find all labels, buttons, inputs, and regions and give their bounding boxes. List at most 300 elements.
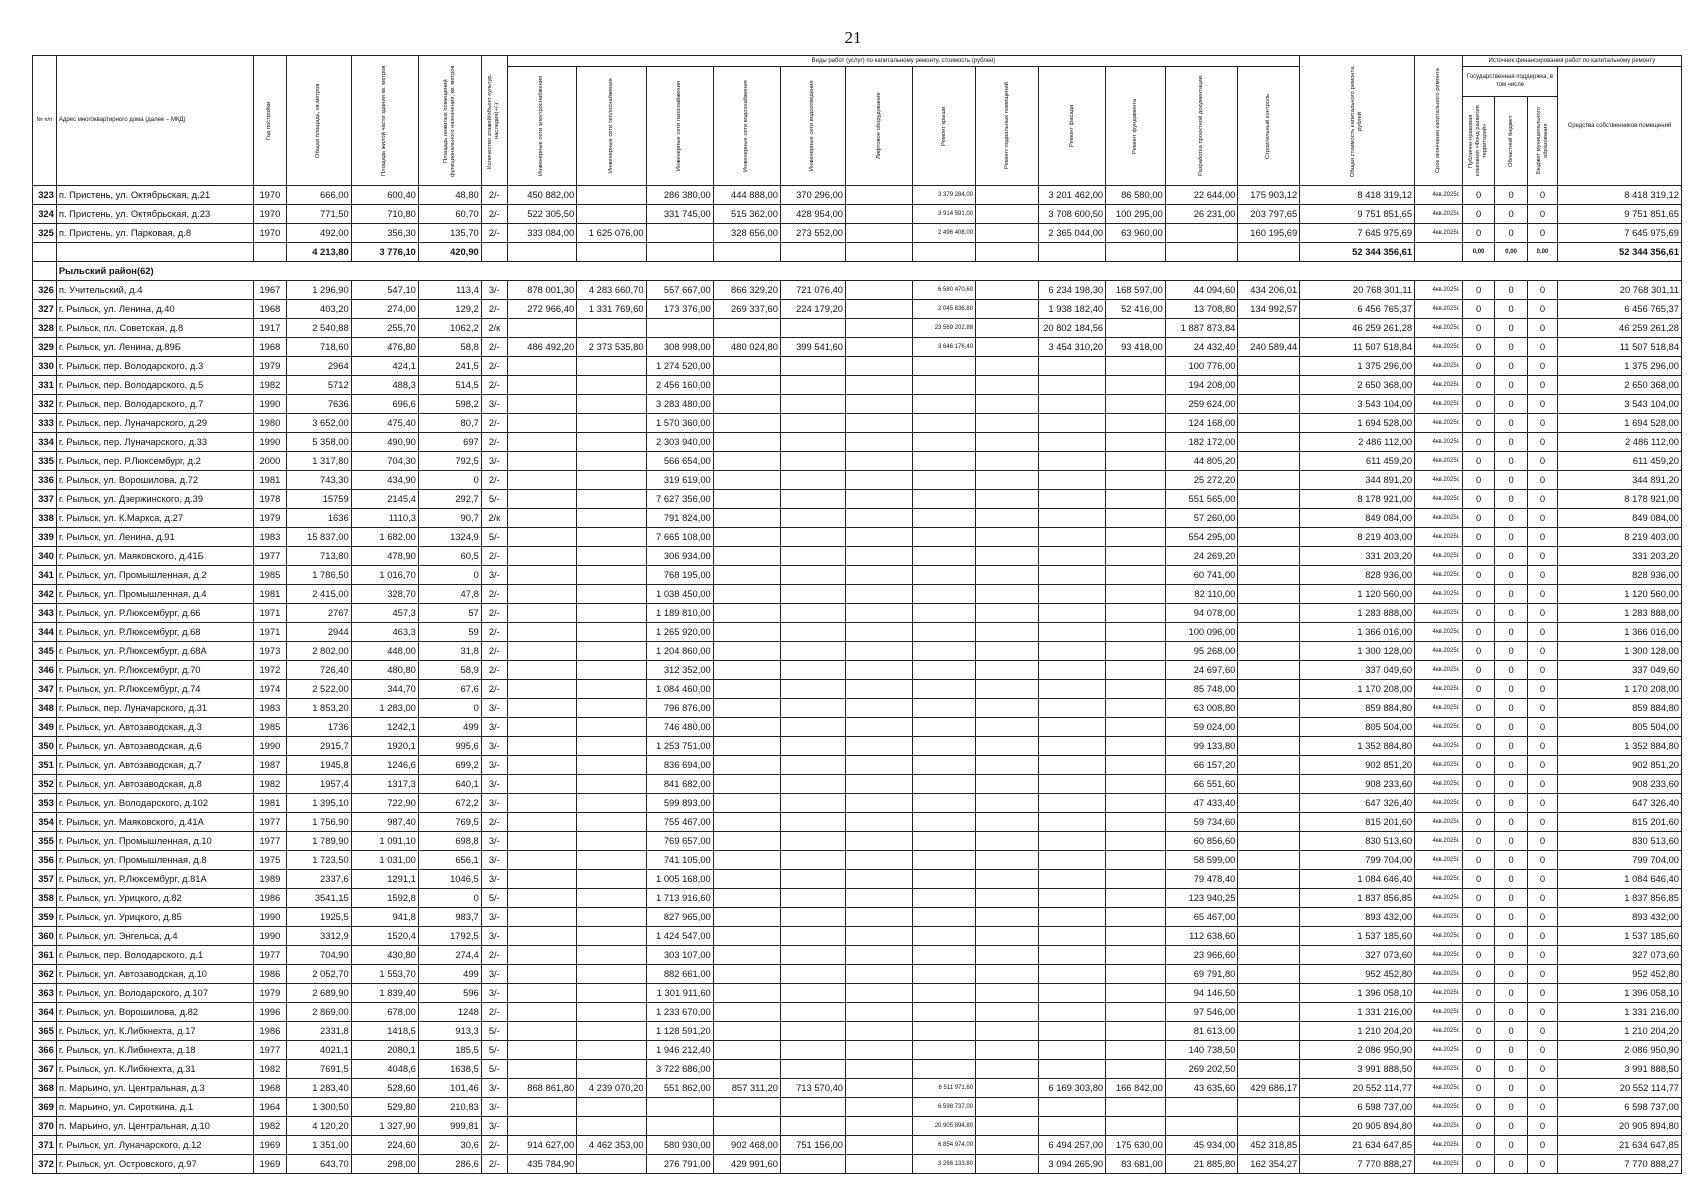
row-fund: 0 <box>1462 338 1495 357</box>
row-address: п. Пристень, ул. Октябрьская, д.23 <box>56 205 253 224</box>
row-regional: 0 <box>1495 509 1528 528</box>
row-total-area: 2 869,00 <box>286 1003 351 1022</box>
row-gas: 836 694,00 <box>646 756 713 775</box>
row-basement <box>976 1098 1039 1117</box>
table-row <box>33 319 1682 338</box>
row-basement <box>976 1060 1039 1079</box>
row-facade <box>1038 357 1105 376</box>
row-total-area: 2915,7 <box>286 737 351 756</box>
row-sewer <box>780 851 845 870</box>
col-facade: Ремонт фасада <box>1038 67 1105 186</box>
row-roof: 6 580 470,60 <box>913 281 976 300</box>
row-no: 342 <box>33 585 57 604</box>
row-control: 160 195,69 <box>1238 224 1300 243</box>
row-nonres-area: 58,8 <box>418 338 481 357</box>
row-regional: 0 <box>1495 1098 1528 1117</box>
row-basement <box>976 680 1039 699</box>
row-facade <box>1038 452 1105 471</box>
row-no: 358 <box>33 889 57 908</box>
row-floors: 2/- <box>481 1136 507 1155</box>
row-total-cost: 828 936,00 <box>1300 566 1415 585</box>
row-total-cost: 1 352 884,80 <box>1300 737 1415 756</box>
row-no: 363 <box>33 984 57 1003</box>
row-deadline: 4кв.2025г. <box>1415 832 1463 851</box>
row-deadline: 4кв.2025г. <box>1415 699 1463 718</box>
row-owners: 20 768 301,11 <box>1558 281 1682 300</box>
row-facade <box>1038 1117 1105 1136</box>
row-lift <box>846 794 913 813</box>
row-deadline: 4кв.2025г. <box>1415 737 1463 756</box>
col-foundation: Ремонт фундамента <box>1106 67 1166 186</box>
row-address: г. Рыльск, пер. Володарского, д.3 <box>56 357 253 376</box>
row-fund: 0 <box>1462 623 1495 642</box>
row-basement <box>976 775 1039 794</box>
row-basement <box>976 452 1039 471</box>
row-design: 259 624,00 <box>1165 395 1238 414</box>
row-floors: 2/- <box>481 414 507 433</box>
row-lift <box>846 680 913 699</box>
row-fund: 0 <box>1462 566 1495 585</box>
row-basement <box>976 1079 1039 1098</box>
row-facade <box>1038 414 1105 433</box>
row-no: 353 <box>33 794 57 813</box>
row-control: 429 686,17 <box>1238 1079 1300 1098</box>
row-control <box>1238 452 1300 471</box>
row-roof <box>913 623 976 642</box>
row-nonres-area: 699,2 <box>418 756 481 775</box>
subtotal-nonres-area: 420,90 <box>418 243 481 262</box>
row-living-area: 424,1 <box>351 357 418 376</box>
row-nonres-area: 913,3 <box>418 1022 481 1041</box>
row-design: 66 157,20 <box>1165 756 1238 775</box>
row-total-area: 15759 <box>286 490 351 509</box>
row-electric <box>507 642 576 661</box>
row-nonres-area: 672,2 <box>418 794 481 813</box>
row-owners: 805 504,00 <box>1558 718 1682 737</box>
row-total-area: 2 540,88 <box>286 319 351 338</box>
row-owners: 893 432,00 <box>1558 908 1682 927</box>
table-row <box>33 851 1682 870</box>
row-gas: 768 195,00 <box>646 566 713 585</box>
row-floors: 3/- <box>481 927 507 946</box>
row-total-area: 3 652,00 <box>286 414 351 433</box>
row-sewer: 721 076,40 <box>780 281 845 300</box>
row-roof <box>913 1022 976 1041</box>
row-heating <box>577 832 646 851</box>
row-fund: 0 <box>1462 851 1495 870</box>
row-control <box>1238 737 1300 756</box>
row-electric <box>507 832 576 851</box>
row-total-cost: 1 694 528,00 <box>1300 414 1415 433</box>
row-heating <box>577 585 646 604</box>
table-row <box>33 585 1682 604</box>
row-living-area: 600,40 <box>351 186 418 205</box>
row-lift <box>846 965 913 984</box>
row-owners: 1 366 016,00 <box>1558 623 1682 642</box>
row-total-area: 743,30 <box>286 471 351 490</box>
row-total-cost: 20 768 301,11 <box>1300 281 1415 300</box>
row-heating <box>577 1155 646 1174</box>
row-heating <box>577 718 646 737</box>
row-no: 361 <box>33 946 57 965</box>
row-sewer <box>780 471 845 490</box>
row-living-area: 1418,5 <box>351 1022 418 1041</box>
row-floors: 3/- <box>481 1117 507 1136</box>
row-nonres-area: 60,5 <box>418 547 481 566</box>
row-living-area: 529,80 <box>351 1098 418 1117</box>
row-address: г. Рыльск, ул. Р.Люксембург, д.70 <box>56 661 253 680</box>
row-municipal: 0 <box>1527 1098 1557 1117</box>
row-year: 1969 <box>254 1155 287 1174</box>
row-total-area: 2 522,00 <box>286 680 351 699</box>
row-roof <box>913 376 976 395</box>
row-foundation <box>1106 623 1166 642</box>
row-total-cost: 805 504,00 <box>1300 718 1415 737</box>
row-design <box>1165 224 1238 243</box>
row-basement <box>976 699 1039 718</box>
row-water <box>713 547 780 566</box>
row-fund: 0 <box>1462 281 1495 300</box>
table-row <box>33 566 1682 585</box>
row-control: 434 206,01 <box>1238 281 1300 300</box>
row-nonres-area: 1248 <box>418 1003 481 1022</box>
row-regional: 0 <box>1495 1003 1528 1022</box>
row-roof <box>913 965 976 984</box>
row-fund: 0 <box>1462 1003 1495 1022</box>
row-heating <box>577 623 646 642</box>
row-total-cost: 815 201,60 <box>1300 813 1415 832</box>
table-row <box>33 205 1682 224</box>
row-owners: 830 513,60 <box>1558 832 1682 851</box>
row-lift <box>846 718 913 737</box>
row-control <box>1238 756 1300 775</box>
row-fund: 0 <box>1462 1022 1495 1041</box>
row-roof <box>913 1060 976 1079</box>
row-deadline: 4кв.2025г. <box>1415 186 1463 205</box>
row-design: 21 885,80 <box>1165 1155 1238 1174</box>
row-gas: 741 105,00 <box>646 851 713 870</box>
row-living-area: 356,30 <box>351 224 418 243</box>
row-foundation <box>1106 528 1166 547</box>
row-lift <box>846 338 913 357</box>
row-address: г. Рыльск, ул. К.Либкнехта, д.31 <box>56 1060 253 1079</box>
row-year: 1982 <box>254 376 287 395</box>
row-fund: 0 <box>1462 984 1495 1003</box>
row-heating <box>577 813 646 832</box>
row-year: 1979 <box>254 357 287 376</box>
row-year: 1990 <box>254 433 287 452</box>
row-lift <box>846 395 913 414</box>
row-year: 1977 <box>254 547 287 566</box>
row-design: 47 433,40 <box>1165 794 1238 813</box>
row-water <box>713 642 780 661</box>
row-nonres-area: 59 <box>418 623 481 642</box>
row-owners: 1 352 884,80 <box>1558 737 1682 756</box>
row-owners: 815 201,60 <box>1558 813 1682 832</box>
row-gas: 841 682,00 <box>646 775 713 794</box>
row-design: 22 644,00 <box>1165 186 1238 205</box>
row-roof: 3 379 284,00 <box>913 186 976 205</box>
row-address: г. Рыльск, ул. Р.Люксембург, д.66 <box>56 604 253 623</box>
row-facade <box>1038 946 1105 965</box>
row-regional: 0 <box>1495 186 1528 205</box>
row-fund: 0 <box>1462 832 1495 851</box>
row-total-cost: 344 891,20 <box>1300 471 1415 490</box>
row-living-area: 1 091,10 <box>351 832 418 851</box>
row-regional: 0 <box>1495 224 1528 243</box>
row-water <box>713 414 780 433</box>
row-electric <box>507 604 576 623</box>
row-year: 1983 <box>254 528 287 547</box>
row-living-area: 434,90 <box>351 471 418 490</box>
row-municipal: 0 <box>1527 813 1557 832</box>
row-roof <box>913 471 976 490</box>
row-gas: 566 654,00 <box>646 452 713 471</box>
row-nonres-area: 274,4 <box>418 946 481 965</box>
row-facade <box>1038 433 1105 452</box>
row-total-area: 713,80 <box>286 547 351 566</box>
row-address: г. Рыльск, ул. Р.Люксембург, д.68А <box>56 642 253 661</box>
row-total-area: 492,00 <box>286 224 351 243</box>
row-address: г. Рыльск, ул. Промышленная, д.4 <box>56 585 253 604</box>
row-owners: 7 770 888,27 <box>1558 1155 1682 1174</box>
row-address: п. Пристень, ул. Парковая, д.8 <box>56 224 253 243</box>
row-year: 1969 <box>254 1136 287 1155</box>
row-municipal: 0 <box>1527 699 1557 718</box>
row-gas <box>646 319 713 338</box>
row-lift <box>846 642 913 661</box>
row-water <box>713 357 780 376</box>
row-no: 326 <box>33 281 57 300</box>
row-total-cost: 20 905 894,80 <box>1300 1117 1415 1136</box>
row-sewer <box>780 1155 845 1174</box>
row-design: 24 697,60 <box>1165 661 1238 680</box>
row-heating <box>577 395 646 414</box>
row-regional: 0 <box>1495 338 1528 357</box>
col-basement: Ремонт подвальных помещений <box>976 67 1039 186</box>
row-year: 1981 <box>254 471 287 490</box>
row-nonres-area: 983,7 <box>418 908 481 927</box>
row-roof <box>913 889 976 908</box>
subtotal-living-area: 3 776,10 <box>351 243 418 262</box>
row-living-area: 480,80 <box>351 661 418 680</box>
row-fund: 0 <box>1462 813 1495 832</box>
row-facade <box>1038 528 1105 547</box>
row-municipal: 0 <box>1527 566 1557 585</box>
row-owners: 3 991 888,50 <box>1558 1060 1682 1079</box>
row-lift <box>846 984 913 1003</box>
row-total-cost: 331 203,20 <box>1300 547 1415 566</box>
row-no: 348 <box>33 699 57 718</box>
row-no: 352 <box>33 775 57 794</box>
row-roof <box>913 357 976 376</box>
row-design: 124 168,00 <box>1165 414 1238 433</box>
row-nonres-area: 1638,5 <box>418 1060 481 1079</box>
row-gas: 3 722 686,00 <box>646 1060 713 1079</box>
row-roof <box>913 870 976 889</box>
table-row <box>33 737 1682 756</box>
row-regional: 0 <box>1495 604 1528 623</box>
row-floors: 2/- <box>481 1003 507 1022</box>
row-facade <box>1038 699 1105 718</box>
row-gas <box>646 1098 713 1117</box>
row-living-area: 1 327,90 <box>351 1117 418 1136</box>
row-year: 1981 <box>254 794 287 813</box>
region-row <box>33 262 1682 281</box>
row-gas: 1 265 920,00 <box>646 623 713 642</box>
row-total-area: 1 853,20 <box>286 699 351 718</box>
row-control <box>1238 471 1300 490</box>
row-deadline: 4кв.2025г. <box>1415 300 1463 319</box>
row-total-area: 4 120,20 <box>286 1117 351 1136</box>
row-living-area: 1 016,70 <box>351 566 418 585</box>
row-heating: 4 462 353,00 <box>577 1136 646 1155</box>
row-lift <box>846 699 913 718</box>
row-municipal: 0 <box>1527 433 1557 452</box>
row-water <box>713 490 780 509</box>
table-row <box>33 946 1682 965</box>
row-no: 357 <box>33 870 57 889</box>
row-living-area: 1 553,70 <box>351 965 418 984</box>
row-total-cost: 611 459,20 <box>1300 452 1415 471</box>
row-total-cost: 902 851,20 <box>1300 756 1415 775</box>
row-water: 515 362,00 <box>713 205 780 224</box>
row-year: 1972 <box>254 661 287 680</box>
row-municipal: 0 <box>1527 376 1557 395</box>
row-design: 57 260,00 <box>1165 509 1238 528</box>
row-address: г. Рыльск, ул. Автозаводская, д.10 <box>56 965 253 984</box>
row-design: 1 887 873,84 <box>1165 319 1238 338</box>
table-row <box>33 300 1682 319</box>
row-owners: 6 456 765,37 <box>1558 300 1682 319</box>
row-year: 1990 <box>254 737 287 756</box>
row-year: 1968 <box>254 1079 287 1098</box>
row-year: 1986 <box>254 965 287 984</box>
page-number: 21 <box>844 28 862 47</box>
row-fund: 0 <box>1462 889 1495 908</box>
row-gas: 557 667,00 <box>646 281 713 300</box>
row-water <box>713 585 780 604</box>
row-basement <box>976 889 1039 908</box>
row-basement <box>976 1003 1039 1022</box>
row-no: 323 <box>33 186 57 205</box>
row-control: 240 589,44 <box>1238 338 1300 357</box>
row-facade: 3 094 265,90 <box>1038 1155 1105 1174</box>
row-municipal: 0 <box>1527 870 1557 889</box>
row-no: 359 <box>33 908 57 927</box>
row-municipal: 0 <box>1527 224 1557 243</box>
row-fund: 0 <box>1462 452 1495 471</box>
row-foundation <box>1106 661 1166 680</box>
row-facade <box>1038 908 1105 927</box>
row-total-cost: 11 507 518,84 <box>1300 338 1415 357</box>
row-regional: 0 <box>1495 471 1528 490</box>
row-design: 59 734,60 <box>1165 813 1238 832</box>
row-owners: 1 694 528,00 <box>1558 414 1682 433</box>
row-water: 429 991,60 <box>713 1155 780 1174</box>
row-municipal: 0 <box>1527 281 1557 300</box>
row-foundation <box>1106 908 1166 927</box>
row-heating <box>577 661 646 680</box>
row-regional: 0 <box>1495 319 1528 338</box>
row-no: 344 <box>33 623 57 642</box>
row-water <box>713 813 780 832</box>
row-sewer <box>780 452 845 471</box>
row-deadline: 4кв.2025г. <box>1415 604 1463 623</box>
row-design: 13 708,80 <box>1165 300 1238 319</box>
row-deadline: 4кв.2025г. <box>1415 851 1463 870</box>
row-regional: 0 <box>1495 756 1528 775</box>
table-row <box>33 224 1682 243</box>
row-water: 328 656,00 <box>713 224 780 243</box>
row-foundation <box>1106 870 1166 889</box>
row-electric <box>507 737 576 756</box>
row-living-area: 224,60 <box>351 1136 418 1155</box>
row-facade <box>1038 889 1105 908</box>
row-total-cost: 9 751 851,65 <box>1300 205 1415 224</box>
row-deadline: 4кв.2025г. <box>1415 965 1463 984</box>
row-gas: 1 038 450,00 <box>646 585 713 604</box>
row-deadline: 4кв.2025г. <box>1415 547 1463 566</box>
row-basement <box>976 414 1039 433</box>
row-facade <box>1038 851 1105 870</box>
row-gas: 306 934,00 <box>646 547 713 566</box>
row-no: 329 <box>33 338 57 357</box>
row-roof: 6 854 974,00 <box>913 1136 976 1155</box>
row-lift <box>846 566 913 585</box>
row-year: 1987 <box>254 756 287 775</box>
row-roof: 6 511 971,60 <box>913 1079 976 1098</box>
row-year: 1979 <box>254 984 287 1003</box>
row-design: 60 741,00 <box>1165 566 1238 585</box>
row-owners: 9 751 851,65 <box>1558 205 1682 224</box>
row-electric <box>507 718 576 737</box>
row-total-area: 2944 <box>286 623 351 642</box>
row-owners: 2 086 950,90 <box>1558 1041 1682 1060</box>
row-regional: 0 <box>1495 452 1528 471</box>
row-year: 1977 <box>254 946 287 965</box>
row-heating <box>577 927 646 946</box>
row-living-area: 430,80 <box>351 946 418 965</box>
col-electric: Инженерные сети электроснабжения <box>507 67 576 186</box>
row-total-cost: 2 086 950,90 <box>1300 1041 1415 1060</box>
row-electric <box>507 490 576 509</box>
row-gas: 599 893,00 <box>646 794 713 813</box>
row-roof <box>913 794 976 813</box>
table-row <box>33 832 1682 851</box>
row-roof <box>913 528 976 547</box>
row-design: 100 776,00 <box>1165 357 1238 376</box>
row-address: г. Рыльск, ул. Ленина, д.89Б <box>56 338 253 357</box>
row-owners: 1 084 646,40 <box>1558 870 1682 889</box>
row-electric <box>507 680 576 699</box>
row-total-area: 1 395,10 <box>286 794 351 813</box>
row-living-area: 2145,4 <box>351 490 418 509</box>
row-design: 554 295,00 <box>1165 528 1238 547</box>
row-no: 366 <box>33 1041 57 1060</box>
row-fund: 0 <box>1462 547 1495 566</box>
row-address: п. Марьино, ул. Центральная, д.3 <box>56 1079 253 1098</box>
col-design: Разработка проектной документации <box>1165 67 1238 186</box>
row-electric <box>507 756 576 775</box>
row-nonres-area: 596 <box>418 984 481 1003</box>
row-regional: 0 <box>1495 1136 1528 1155</box>
row-living-area: 1110,3 <box>351 509 418 528</box>
row-regional: 0 <box>1495 1060 1528 1079</box>
row-total-cost: 1 120 560,00 <box>1300 585 1415 604</box>
row-electric: 522 305,50 <box>507 205 576 224</box>
table-row <box>33 718 1682 737</box>
